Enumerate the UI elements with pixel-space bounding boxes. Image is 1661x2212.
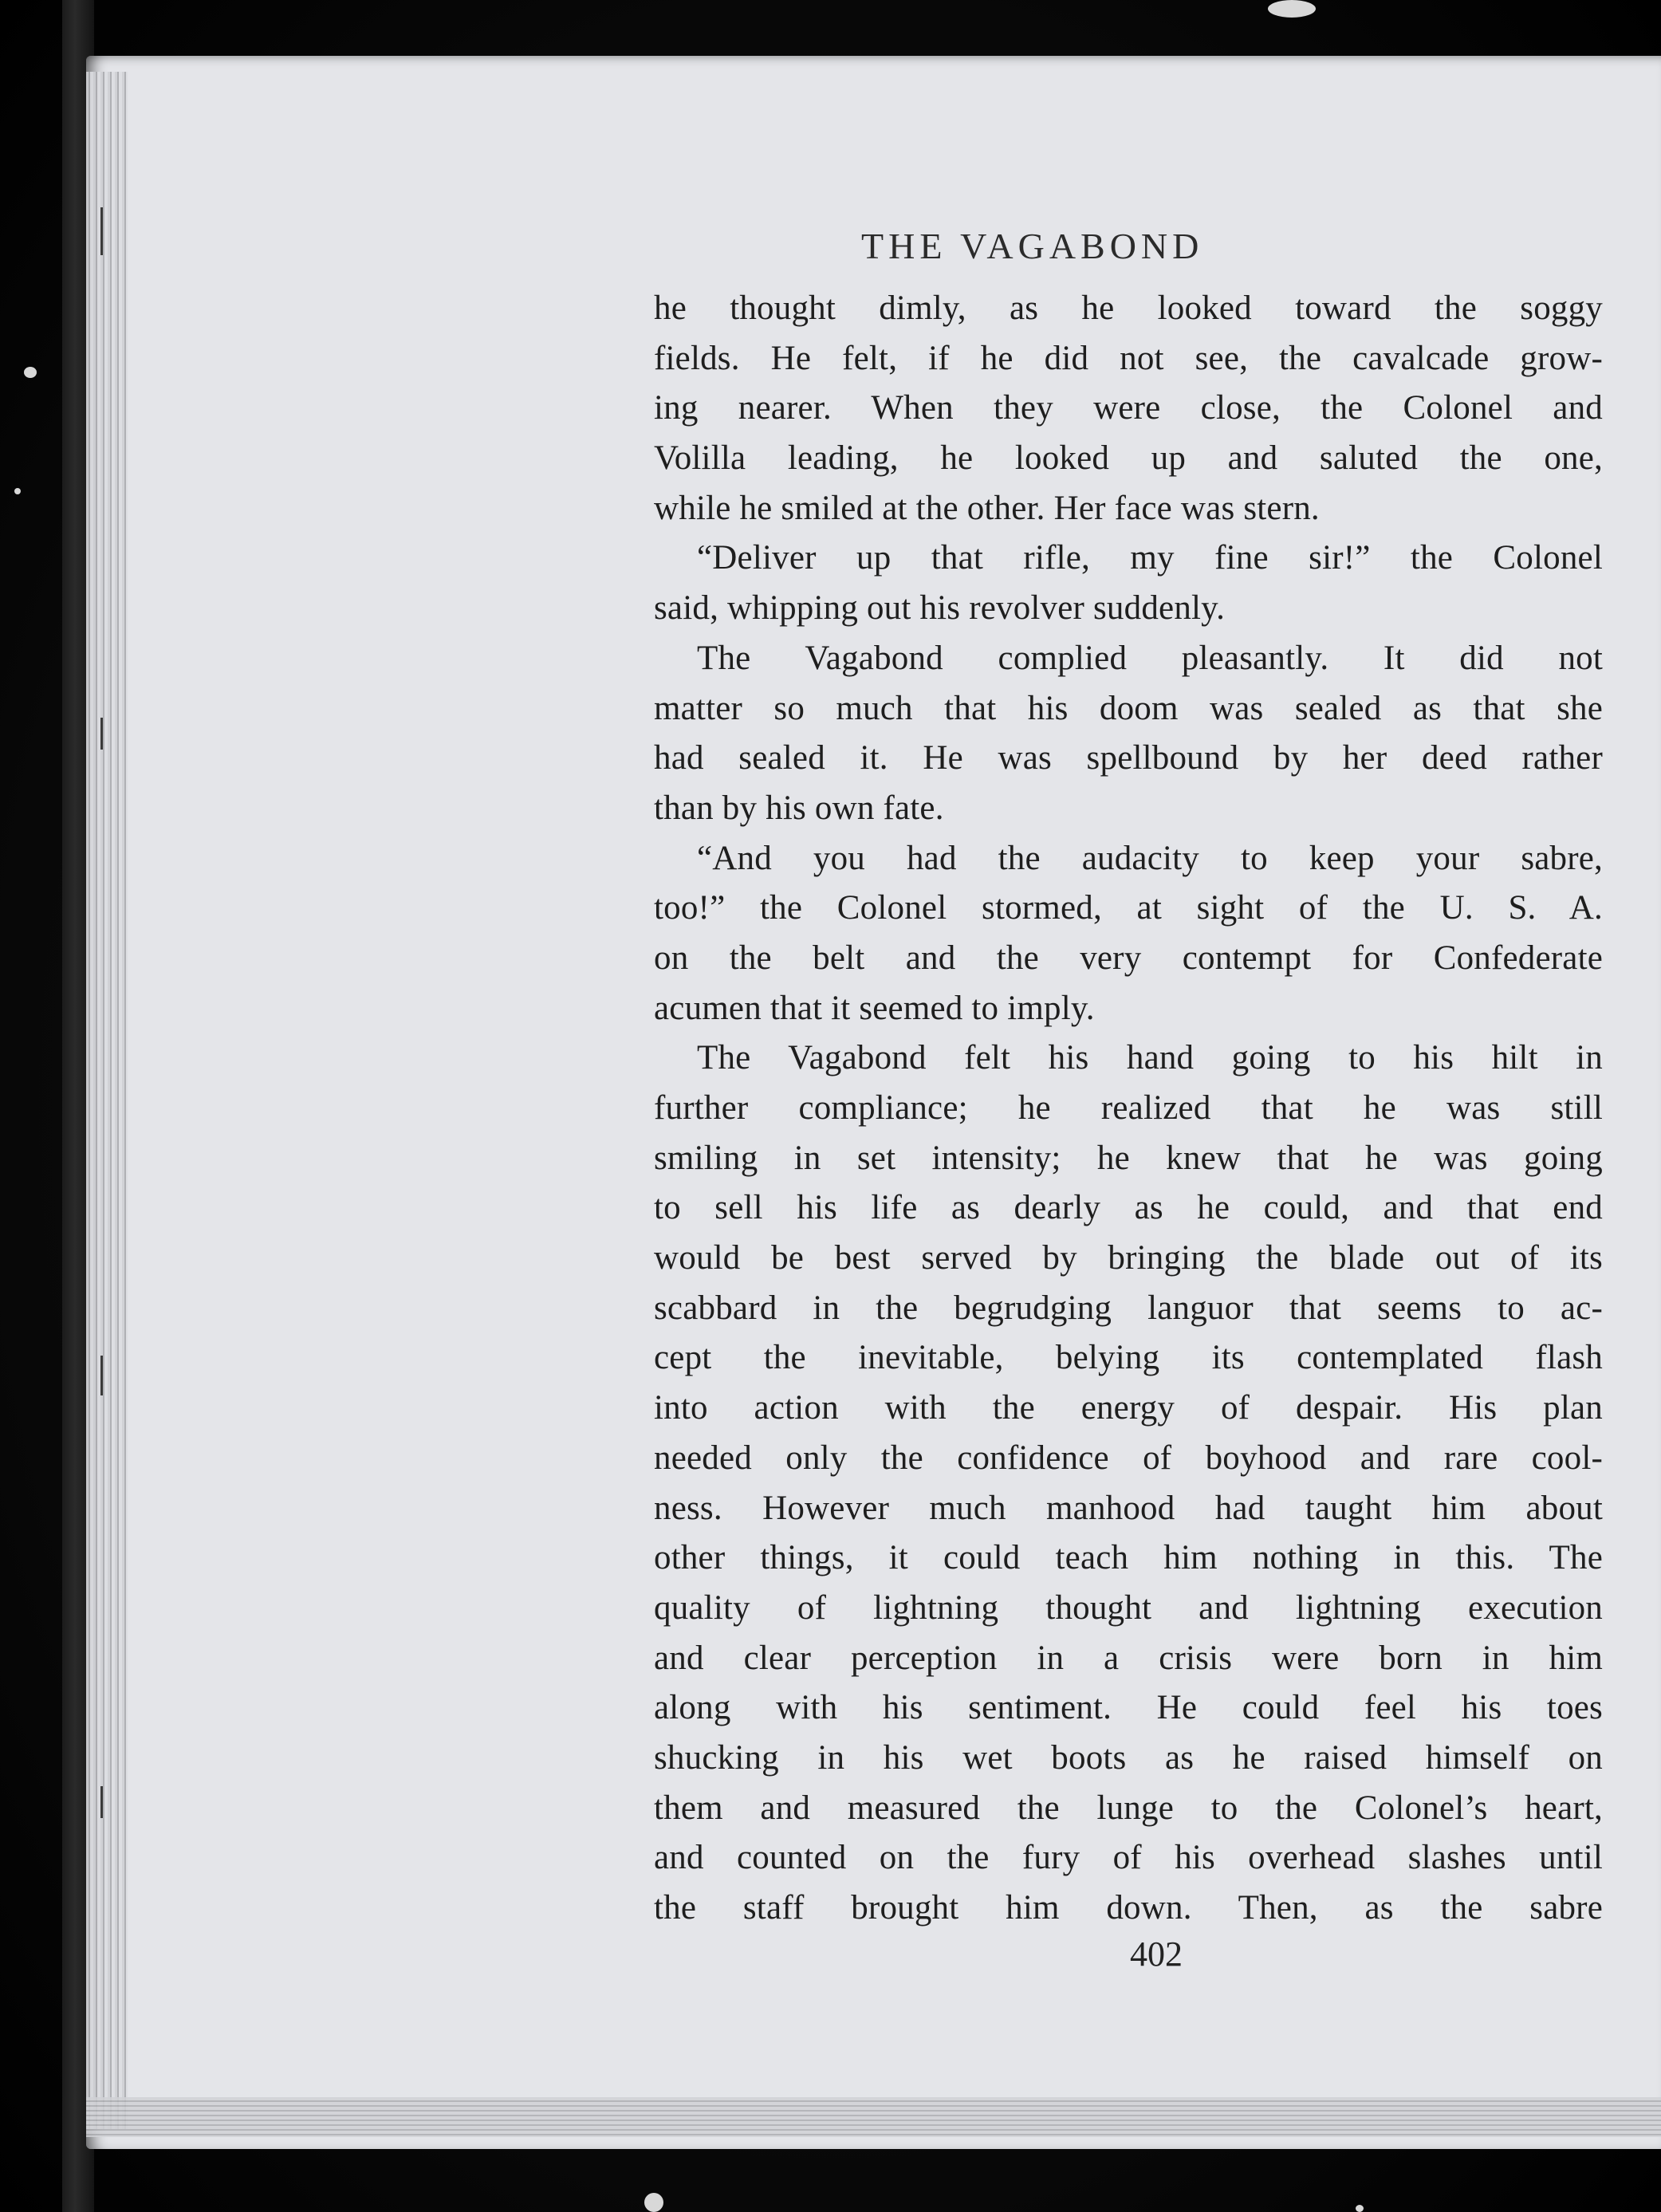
text-line: he thought dimly, as he looked toward the soggy (654, 289, 1603, 327)
text-line: said, whipping out his revolver suddenly. (654, 589, 1226, 628)
text-line: cept the inevitable, belying its contemplated flash (654, 1339, 1603, 1377)
text-line: along with his sentiment. He could feel his toes (654, 1689, 1603, 1727)
text-line: while he smiled at the other. Her face was stern. (654, 489, 1320, 527)
scan-speck (24, 367, 37, 378)
text-line: The Vagabond felt his hand going to his hilt in (697, 1039, 1603, 1077)
text-line: needed only the confidence of boyhood and rare cool- (654, 1439, 1603, 1477)
text-line: smiling in set intensity; he knew that he was going (654, 1139, 1603, 1177)
text-line: “Deliver up that rifle, my fine sir!” the Colonel (697, 539, 1603, 577)
text-line: scabbard in the begrudging languor that seems to ac- (654, 1289, 1603, 1327)
text-line: and counted on the fury of his overhead slashes until (654, 1839, 1603, 1877)
page-edges-bottom (86, 2097, 1661, 2137)
text-line: had sealed it. He was spellbound by her deed rather (654, 739, 1603, 777)
text-line: matter so much that his doom was sealed as that she (654, 689, 1603, 727)
text-line: them and measured the lunge to the Colonel’s heart, (654, 1789, 1603, 1827)
page-number: 402 (1130, 1935, 1183, 1974)
page-edge-line (100, 1356, 103, 1395)
scan-speck (1268, 0, 1316, 18)
text-line: fields. He felt, if he did not see, the cavalcade grow- (654, 339, 1603, 377)
running-head: THE VAGABOND (861, 226, 1204, 266)
text-line: further compliance; he realized that he was still (654, 1089, 1603, 1127)
text-line: the staff brought him down. Then, as the sabre (654, 1889, 1603, 1927)
text-line: to sell his life as dearly as he could, and that end (654, 1189, 1603, 1227)
text-line: too!” the Colonel stormed, at sight of the U. S. A. (654, 889, 1603, 927)
text-line: ness. However much manhood had taught him about (654, 1489, 1603, 1527)
page-edge-line (100, 207, 103, 255)
page-edges-left (86, 72, 128, 2129)
text-line: acumen that it seemed to imply. (654, 989, 1095, 1027)
scan-speck (14, 488, 21, 494)
text-line: than by his own fate. (654, 789, 944, 827)
text-line: into action with the energy of despair. His plan (654, 1389, 1603, 1427)
scan-speck (644, 2193, 663, 2212)
text-line: quality of lightning thought and lightning execution (654, 1588, 1603, 1627)
scan-speck (1356, 2205, 1364, 2212)
text-line: The Vagabond complied pleasantly. It did not (697, 639, 1603, 677)
page-edge-line (100, 718, 103, 750)
page-edge-line (100, 1786, 103, 1818)
text-line: and clear perception in a crisis were born in him (654, 1639, 1603, 1677)
text-line: “And you had the audacity to keep your sabre, (697, 839, 1603, 877)
text-line: Volilla leading, he looked up and saluted the one, (654, 439, 1603, 478)
text-line: shucking in his wet boots as he raised himself on (654, 1738, 1603, 1777)
text-line: on the belt and the very contempt for Confederate (654, 939, 1603, 977)
text-line: other things, it could teach him nothing in this. The (654, 1539, 1603, 1577)
body-text (654, 284, 1603, 1934)
text-line: would be best served by bringing the blade out of its (654, 1239, 1603, 1277)
text-line: ing nearer. When they were close, the Colonel and (654, 389, 1603, 427)
